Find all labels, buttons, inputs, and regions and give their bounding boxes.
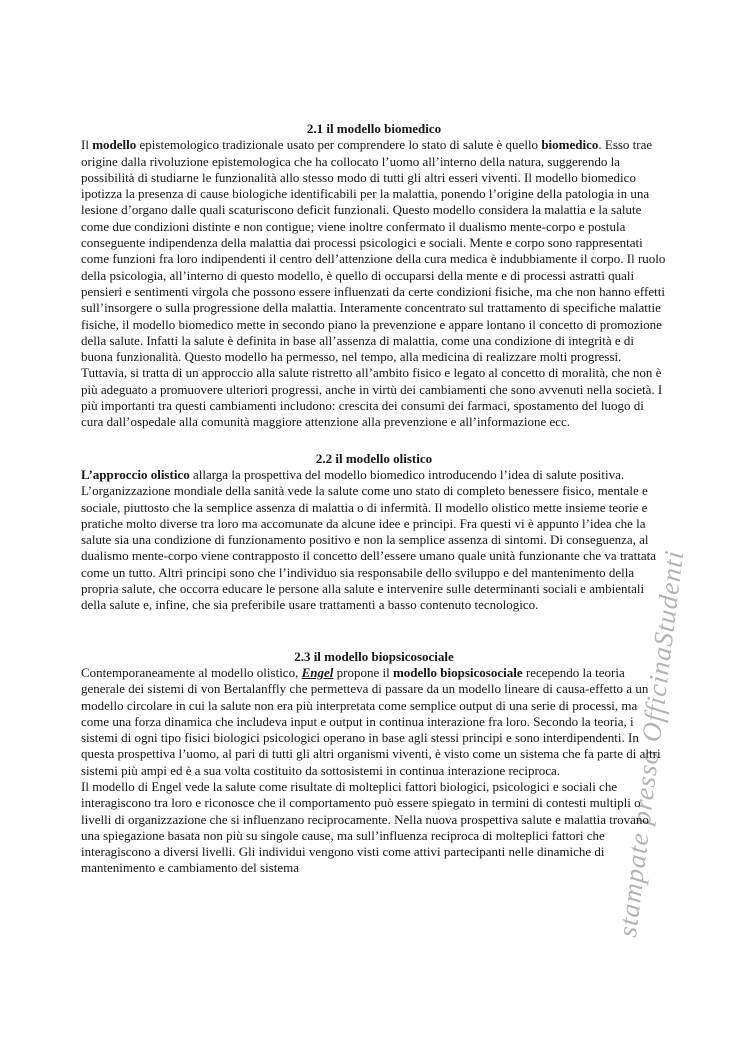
section-heading-holistic: 2.2 il modello olistico: [315, 450, 433, 466]
section-heading-biomedical: 2.1 il modello biomedico: [306, 121, 442, 136]
text-run: Il: [81, 137, 93, 153]
text-run: Engel: [301, 664, 334, 680]
text-run: Contemporaneamente al modello olistico,: [81, 664, 302, 680]
text-run: modello biopsicosociale: [392, 664, 523, 680]
text-run: allarga la prospettiva del modello biomedico introducendo l’idea di salute positiva. L’organizzazione mondiale della sanità vede la salute come uno stato di completo benessere fisico, mentale e sociale, piuttosto che la semplice assenza di malattia o di infermità. Il modello olistico mette insieme teorie e pratiche molto diverse tra loro ma accomunate da alcune idee e principi. Fra questi vi è appunto l’idea che la salute sia una condizione di funzionamento positivo e non la semplice assenza di sintomi. Di conseguenza, al dualismo mente-corpo viene contrapposto il concetto dell’essere umano quale unità funzionante che va trattata come un tutto. Altri principi sono che l’individuo sia responsabile dello sviluppo e del mantenimento della propria salute, che occorra educare le persone alla salute e intervenire sulle determinanti sociali e ambientali della salute e, infine, che sia preferibile usare trattamenti a basso contenuto tecnologico.: [81, 466, 657, 613]
paragraph-biomedical: [81, 137, 667, 430]
text-run: . Esso trae origine dalla rivoluzione epistemologica che ha collocato l’uomo all’interno della natura, suggerendo la possibilità di studiarne le funzionalità allo stesso modo di tutti gli altri esseri viventi. Il modello biomedico ipotizza la presenza di cause biologiche identificabili per la malattia, ponendo l’origine della patologia in una lesione d’organo dalle quali scaturiscono deficit funzionali. Questo modello considera la malattia e la salute come due condizioni distinte e non contigue; viene inoltre confermato il dualismo mente-corpo e postula conseguente indipendenza della malattia dai processi psicologici e sociali. Mente e corpo sono rappresentati come funzioni fra loro indipendenti il centro dell’attenzione della cura medica è indubbiamente il corpo. Il ruolo della psicologia, all’interno di questo modello, è quello di occuparsi della mente e di processi astratti quali pensieri e sentimenti virgola che possono essere influenzati da certe condizioni fisiche, ma che non hanno effetti sull’insorgere o sulla progressione della malattia. Interamente concentrato sul trattamento di specifiche malattie fisiche, il modello biomedico mette in secondo piano la prevenzione e appare lontano il concetto di promozione della salute. Infatti la salute è definita in base all’assenza di malattia, come una condizione di integrità e di buona funzionalità. Questo modello ha permesso, nel tempo, alla medicina di realizzare molti progressi. Tuttavia, si tratta di un approccio alla salute ristretto all’ambito fisico e legato al concetto di moralità, che non è più adeguato a promuovere ulteriori progressi, anche in virtù dei cambiamenti che sono avvenuti nella società. I più importanti tra questi cambiamenti includono: crescita dei consumi dei farmaci, spostamento del luogo di cura dall’ospedale alla comunità maggiore attenzione alla prevenzione e all’informazione ecc.: [81, 137, 666, 430]
paragraph-biopsychosocial-1: [81, 665, 667, 779]
text-run: epistemologico tradizionale usato per comprendere lo stato di salute è quello: [136, 137, 542, 153]
paragraph-biopsychosocial-2: [81, 779, 667, 877]
section-biomedical-model: [81, 121, 667, 431]
text-run: modello: [92, 137, 137, 153]
section-heading-biopsychosocial: 2.3 il modello biopsicosociale: [294, 648, 454, 664]
text-run: recependo la teoria generale dei sistemi di von Bertalanffly che permetteva di passare da un modello lineare di causa-effetto a un modello circolare in cui la salute non era più interpretata come semplice output di una serie di processi, ma come una forza dinamica che includeva input e output in continua interazione fra loro. Secondo la teoria, i sistemi di ogni tipo fisici biologici psicologici operano in base agli stessi principi e sono interdipendenti. In questa prospettiva l’uomo, al pari di tutti gli altri organismi viventi, è visto come un sistema che fa parte di altri sistemi più ampi ed è a sua volta costituito da sottosistemi in continua interazione reciproca.: [81, 664, 661, 778]
text-run: propone il: [333, 664, 393, 680]
paragraph-holistic: [81, 467, 667, 614]
section-holistic-model: [81, 451, 667, 614]
section-biopsychosocial-model: [81, 649, 667, 877]
document-content: [81, 121, 667, 877]
text-run: biomedico: [541, 137, 599, 153]
diagonal-watermark-text: stampate presso OfficinaStudenti: [612, 548, 690, 939]
text-run: L’approccio olistico: [81, 466, 190, 482]
text-run: Il modello di Engel vede la salute come risultate di molteplici fattori biologici, psicologici e sociali che interagiscono tra loro e riconosce che il comportamento può essere spiegato in termini di contesti multipli o livelli di organizzazione che si influenzano reciprocamente. Nella nuova prospettiva salute e malattia trovano una spiegazione basata non più su singole cause, ma sull’influenza reciproca di molteplici fattori che interagiscono a diversi livelli. Gli individui vengono visti come attivi partecipanti nelle dinamiche di mantenimento e cambiamento del sistema: [81, 778, 649, 876]
